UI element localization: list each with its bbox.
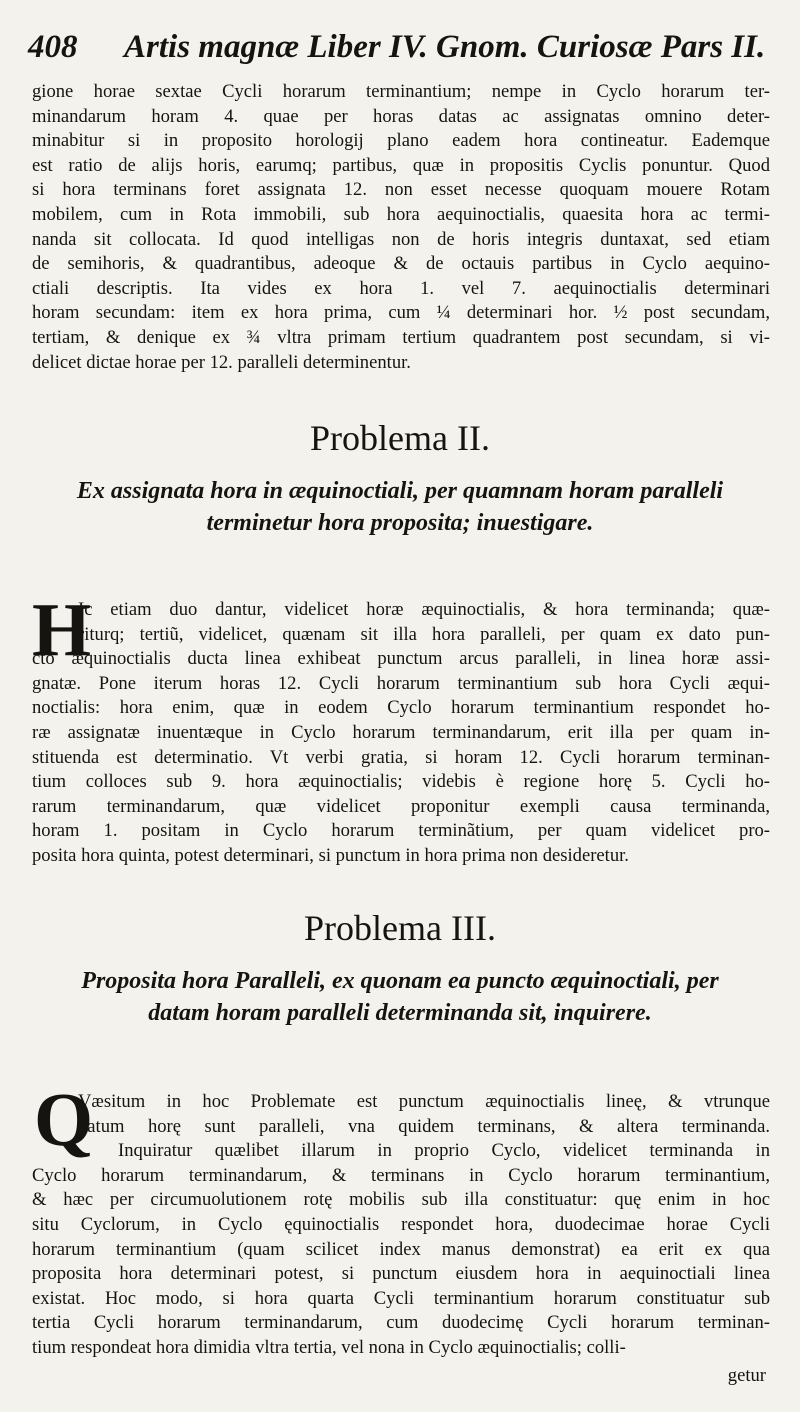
- running-title: Artis magnæ Liber IV. Gnom. Curiosæ Pars II.: [124, 29, 766, 65]
- text-line: existat. Hoc modo, si hora quarta Cycli terminantium horarum constituatur sub: [32, 1287, 770, 1309]
- text-line: Væsitum in hoc Problemate est punctum æquinoctialis lineę, & vtrunque: [78, 1091, 770, 1112]
- text-line: noctialis: hora enim, quæ in eodem Cyclo horarum terminantium respondet ho-: [32, 697, 770, 719]
- text-line: nanda sit collocata. Id quod intelligas non de horis integris duntaxat, sed etiam: [32, 228, 770, 250]
- text-line: ctiali descriptis. Ita vides ex hora 1. vel 7. aequinoctialis determinari: [32, 277, 770, 299]
- dropcap-q: Q: [34, 1078, 94, 1162]
- text-line: horarum terminantium (quam scilicet index manus demonstrat) ea erit ex qua: [32, 1238, 770, 1260]
- text-line: tertiam, & denique ex ¾ vltra primam tertium quadrantem post secundam, si vi-: [32, 326, 770, 348]
- problem-3-paragraph: [32, 1090, 770, 1361]
- problem-2-title: Problema II.: [310, 418, 490, 458]
- problem-2-subtitle-line-1: Ex assignata hora in æquinoctiali, per quamnam horam paralleli: [76, 478, 724, 504]
- text-line: posita hora quinta, potest determinari, si punctum in hora prima non desideretur.: [32, 844, 629, 866]
- text-line: gnatæ. Pone iterum horas 12. Cycli horarum terminantium sub hora Cycli æqui-: [32, 672, 770, 694]
- catchword: getur: [727, 1365, 766, 1386]
- text-line: ræ assignatæ inuentæque in Cyclo horarum terminandarum, erit illa per quam in-: [32, 721, 770, 743]
- text-line: de semihoris, & quadrantibus, adeoque & de octauis partibus in Cyclo aequino-: [32, 253, 770, 275]
- text-line: tium respondeat hora dimidia vltra tertia, vel nona in Cyclo æquinoctialis; colli-: [32, 1336, 626, 1358]
- text-line: riturq; tertiũ, videlicet, quænam sit illa hora paralleli, per quam ex dato pun-: [78, 623, 770, 645]
- text-line: situ Cyclorum, in Cyclo ęquinoctialis respondet hora, duodecimae horae Cycli: [32, 1213, 770, 1235]
- problem-3-title: Problema III.: [304, 908, 496, 948]
- page-number: 408: [28, 29, 78, 65]
- text-line: proposita hora determinari potest, si punctum eiusdem hora in aequinoctiali linea: [32, 1263, 770, 1285]
- problem-3-subtitle-line-2: datam horam paralleli determinanda sit, inquirere.: [148, 1000, 652, 1026]
- text-line: Inquiratur quælibet illarum in proprio Cyclo, videlicet terminanda in: [118, 1140, 770, 1162]
- text-line: Cyclo horarum terminandarum, & terminans in Cyclo horarum terminantium,: [32, 1164, 770, 1186]
- paragraph-continuation: [32, 80, 770, 375]
- text-line: minandarum horam 4. quae per horas datas ac assignatas omnino deter-: [32, 105, 770, 127]
- text-line: datum horę sunt paralleli, vna quidem terminans, & altera terminanda.: [78, 1115, 770, 1137]
- problem-2-paragraph: [32, 598, 770, 869]
- text-line: gione horae sextae Cycli horarum terminantium; nempe in Cyclo horarum ter-: [32, 81, 770, 102]
- text-line: horam 1. positam in Cyclo horarum terminãtium, per quam videlicet pro-: [32, 820, 770, 842]
- text-line: tertia Cycli horarum terminandarum, cum duodecimę Cycli horarum terminan-: [32, 1312, 770, 1334]
- text-line: horam secundam: item ex hora prima, cum ¼ determinari hor. ½ post secundam,: [32, 302, 770, 324]
- text-line: minabitur si in proposito horologij plano eadem hora contineatur. Eademque: [32, 130, 770, 152]
- text-line: tium colloces sub 9. hora æquinoctialis; videbis è regione horę 5. Cycli ho-: [32, 771, 770, 793]
- dropcap-h: H: [32, 588, 92, 672]
- text-line: est ratio de alijs horis, earumq; partibus, quæ in propositis Cyclis ponuntur. Quod: [32, 154, 770, 176]
- text-line: si hora terminans foret assignata 12. non esset necesse quoquam mouere Rotam: [32, 179, 770, 201]
- text-line: rarum terminandarum, quæ videlicet proponitur exempli causa terminanda,: [32, 795, 770, 817]
- text-line: stituenda est determinatio. Vt verbi gratia, si horam 12. Cycli horarum terminan-: [32, 746, 770, 768]
- text-line: mobilem, cum in Rota immobili, sub hora aequinoctialis, quaesita hora ac termi-: [32, 203, 770, 225]
- problem-3-subtitle-line-1: Proposita hora Paralleli, ex quonam ea puncto æquinoctiali, per: [81, 968, 719, 994]
- text-line: & hæc per circumuolutionem rotę mobilis sub illa constituatur: quę enim in hoc: [32, 1189, 770, 1211]
- text-line: Ic etiam duo dantur, videlicet horæ æquinoctialis, & hora terminanda; quæ-: [78, 599, 770, 620]
- problem-2-subtitle-line-2: terminetur hora proposita; inuestigare.: [206, 510, 594, 536]
- text-line: delicet dictae horae per 12. paralleli determinentur.: [32, 351, 411, 373]
- text-line: cto æquinoctialis ducta linea exhibeat punctum arcus paralleli, in linea horæ assi-: [32, 648, 770, 670]
- running-header: [28, 22, 773, 72]
